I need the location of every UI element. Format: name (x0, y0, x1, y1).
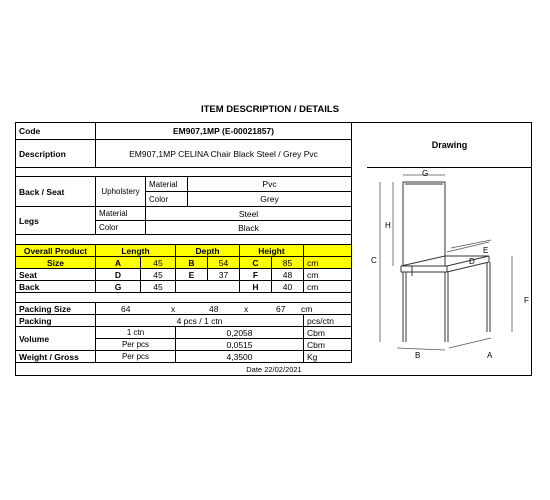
volume-per-pcs-value: 0,0515 (176, 339, 304, 351)
drawing-label-e: E (483, 246, 489, 255)
seat-depth-value: 37 (208, 269, 240, 281)
dim-value-depth: 54 (208, 257, 240, 269)
back-seat-label: Back / Seat (16, 177, 96, 207)
dim-letter-a: A (96, 257, 141, 269)
packing-size-length: 64 (121, 303, 131, 314)
volume-per-pcs-unit: Cbm (304, 339, 352, 351)
drawing-label-c: C (371, 256, 377, 265)
dim-letter-d: D (96, 269, 141, 281)
legs-material-label: Material (96, 207, 146, 221)
length-header: Length (96, 245, 176, 257)
chair-drawing (367, 168, 532, 364)
code-value: EM907,1MP (E-00021857) (96, 123, 352, 140)
drawing-label-d: D (469, 257, 475, 266)
back-seat-color-label: Color (146, 192, 188, 207)
legs-color-label: Color (96, 221, 146, 235)
packing-unit: pcs/ctn (304, 315, 352, 327)
back-unit: cm (304, 281, 352, 293)
volume-per-ctn-value: 0,2058 (176, 327, 304, 339)
spacer-row (16, 235, 352, 245)
code-label: Code (16, 123, 96, 140)
back-row-label: Back (16, 281, 96, 293)
size-row-label: Size (16, 257, 96, 269)
packing-size-x1: x (171, 303, 176, 314)
drawing-header: Drawing (367, 123, 532, 168)
dim-line-b (397, 348, 445, 350)
dim-unit: cm (304, 257, 352, 269)
packing-label: Packing (16, 315, 96, 327)
volume-per-ctn-label: 1 ctn (96, 327, 176, 339)
spacer-row (16, 293, 352, 303)
back-seat-material-value: Pvc (188, 177, 352, 192)
overall-size-label-1: Overall Product (16, 245, 96, 257)
dim-line-a (449, 338, 491, 348)
dim-letter-e: E (176, 269, 208, 281)
back-seat-color-value: Grey (188, 192, 352, 207)
height-header: Height (240, 245, 304, 257)
seat-row-label: Seat (16, 269, 96, 281)
dim-value-height: 85 (272, 257, 304, 269)
drawing-panel (367, 123, 532, 377)
dim-letter-f: F (240, 269, 272, 281)
upholstery-label: Upholstery (96, 177, 146, 207)
dim-value-length: 45 (141, 257, 176, 269)
volume-label: Volume (16, 327, 96, 351)
unit-header (304, 245, 352, 257)
weight-per-label: Per pcs (96, 351, 176, 363)
packing-size-value (96, 303, 352, 315)
drawing-label-a: A (487, 351, 493, 360)
dim-letter-b: B (176, 257, 208, 269)
back-depth-empty (176, 281, 240, 293)
back-seat-material-label: Material (146, 177, 188, 192)
drawing-label-g: G (422, 169, 429, 178)
document-title: ITEM DESCRIPTION / DETAILS (200, 104, 340, 115)
seat-height-value: 48 (272, 269, 304, 281)
spacer-row (16, 168, 352, 177)
back-length-value: 45 (141, 281, 176, 293)
dim-letter-g: G (96, 281, 141, 293)
seat-length-value: 45 (141, 269, 176, 281)
drawing-label-h: H (385, 221, 391, 230)
drawing-label-b: B (415, 351, 421, 360)
packing-value: 4 pcs / 1 ctn (96, 315, 304, 327)
weight-value: 4,3500 (176, 351, 304, 363)
chair-backrest (403, 182, 445, 266)
description-label: Description (16, 140, 96, 168)
volume-per-ctn-unit: Cbm (304, 327, 352, 339)
seat-unit: cm (304, 269, 352, 281)
dim-letter-h: H (240, 281, 272, 293)
volume-per-pcs-label: Per pcs (96, 339, 176, 351)
legs-color-value: Black (146, 221, 352, 235)
legs-label: Legs (16, 207, 96, 235)
packing-size-x2: x (244, 303, 249, 314)
weight-label: Weight / Gross (16, 351, 96, 363)
back-height-value: 40 (272, 281, 304, 293)
legs-material-value: Steel (146, 207, 352, 221)
packing-size-width: 48 (209, 303, 219, 314)
depth-header: Depth (176, 245, 240, 257)
packing-size-unit: cm (301, 303, 313, 314)
packing-size-label: Packing Size (16, 303, 96, 315)
spec-sheet (15, 122, 532, 376)
date-footer: Date 22/02/2021 (246, 365, 302, 374)
description-value: EM907,1MP CELINA Chair Black Steel / Grey Pvc (96, 140, 352, 168)
dim-letter-c: C (240, 257, 272, 269)
weight-unit: Kg (304, 351, 352, 363)
packing-size-height: 67 (276, 303, 286, 314)
drawing-label-f: F (524, 296, 529, 305)
